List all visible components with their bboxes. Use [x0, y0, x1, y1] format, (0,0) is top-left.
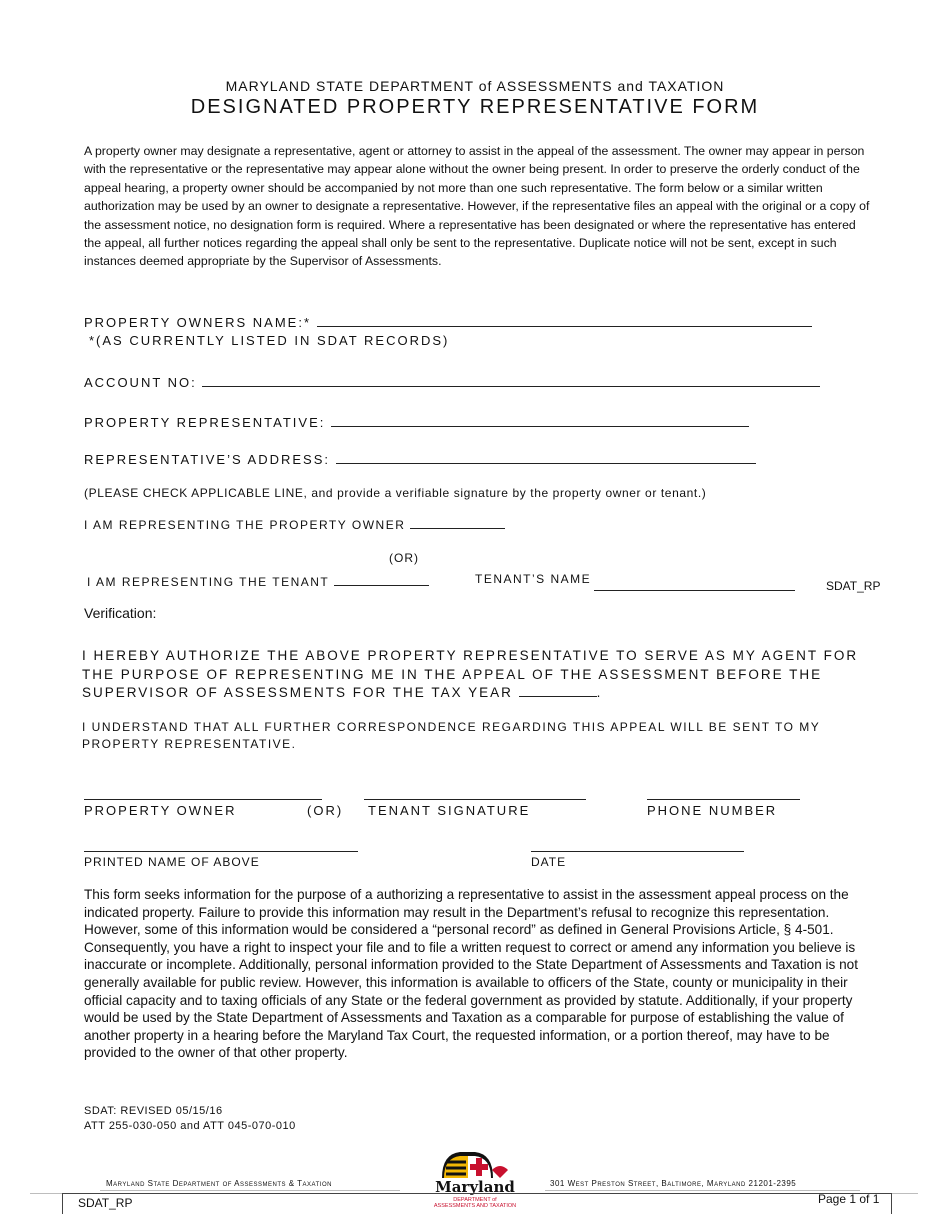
- owner-name-field[interactable]: [317, 326, 812, 327]
- owner-option-checkline[interactable]: [410, 528, 505, 529]
- department-name: MARYLAND STATE DEPARTMENT of ASSESSMENTS and TAXATION: [225, 78, 725, 94]
- representative-row: [84, 415, 784, 430]
- authorization-period: .: [596, 685, 603, 700]
- owner-option-row: [84, 518, 505, 532]
- printed-name-line[interactable]: [84, 851, 358, 852]
- representative-field[interactable]: [331, 426, 749, 427]
- tenant-signature-label: TENANT SIGNATURE: [368, 803, 531, 818]
- account-field[interactable]: [202, 386, 820, 387]
- revision-att: ATT 255-030-050 and ATT 045-070-010: [84, 1120, 296, 1132]
- owner-option-label: I AM REPRESENTING THE PROPERTY OWNER: [84, 518, 406, 532]
- footer-rule-right: [545, 1190, 860, 1191]
- intro-paragraph: A property owner may designate a representative, agent or attorney to assist in the appeal of the assessment. The owner may appear in person with the representative or the representative may appear alone without the owner being present. In order to preserve the orderly conduct of the appeal hearing, a property owner should be accompanied by not more than one such representative. The form below or a similar written authorization may be used by an owner to designate a representative. However, if the representative files an appeal with the original or a copy of the assessment notice, no designation form is required. Where a representative has been designated or where the representative has entered the appeal, all further notices regarding the appeal shall only be sent to the representative. Duplicate notice will not be sent, except in such instances deemed appropriate by the Supervisor of Assessments.: [84, 144, 870, 269]
- footer-address: 301 West Preston Street, Baltimore, Maryland 21201-2395: [550, 1179, 797, 1188]
- phone-number-label: PHONE NUMBER: [647, 803, 778, 818]
- tenant-option-row: [87, 575, 429, 589]
- form-title: DESIGNATED PROPERTY REPRESENTATIVE FORM: [190, 96, 760, 118]
- rep-address-field[interactable]: [336, 463, 756, 464]
- account-label: ACCOUNT NO:: [84, 375, 197, 390]
- rep-address-label: REPRESENTATIVE’S ADDRESS:: [84, 452, 331, 467]
- logo-subtitle-line2: ASSESSMENTS AND TAXATION: [433, 1203, 517, 1209]
- representative-label: PROPERTY REPRESENTATIVE:: [84, 415, 326, 430]
- footer-form-code: SDAT_RP: [78, 1196, 133, 1210]
- phone-number-line[interactable]: [647, 799, 800, 800]
- maryland-flag-icon: [420, 1148, 530, 1182]
- revision-date: SDAT: REVISED 05/15/16: [84, 1105, 223, 1117]
- authorization-body: I HEREBY AUTHORIZE THE ABOVE PROPERTY REPRESENTATIVE TO SERVE AS MY AGENT FOR THE PURPOSE OF REPRESENTING ME IN THE APPEAL OF THE ASSESSMENT BEFORE THE SUPERVISOR OF ASSESSMENTS FOR THE TAX YEAR: [82, 648, 859, 700]
- owner-name-note: *(AS CURRENTLY LISTED IN SDAT RECORDS): [89, 333, 450, 348]
- tenant-option-checkline[interactable]: [334, 585, 429, 586]
- form-code-label: SDAT_RP: [826, 579, 881, 593]
- authorization-text: [82, 647, 872, 703]
- rep-address-row: [84, 452, 784, 467]
- tenant-name-field[interactable]: [594, 590, 795, 591]
- tenant-signature-line[interactable]: [364, 799, 586, 800]
- check-instruction: (PLEASE CHECK APPLICABLE LINE, and provide a verifiable signature by the property owner or tenant.): [84, 486, 707, 500]
- footer-agency: Maryland State Department of Assessments & Taxation: [106, 1179, 332, 1188]
- account-row: [84, 375, 824, 390]
- verification-label: Verification:: [84, 605, 157, 621]
- frame-rule-right: [890, 1193, 918, 1194]
- footer-rule-left: [100, 1190, 400, 1191]
- owner-name-row: [84, 315, 824, 330]
- tenant-option-label: I AM REPRESENTING THE TENANT: [87, 575, 330, 589]
- tenant-name-label: TENANT’S NAME: [475, 572, 592, 586]
- logo-subtitle-line1: DEPARTMENT of: [453, 1197, 497, 1203]
- printed-name-label: PRINTED NAME OF ABOVE: [84, 855, 260, 869]
- owner-signature-label: PROPERTY OWNER: [84, 803, 237, 818]
- correspondence-text: I UNDERSTAND THAT ALL FURTHER CORRESPONDENCE REGARDING THIS APPEAL WILL BE SENT TO MY PROPERTY REPRESENTATIVE.: [82, 720, 821, 751]
- page-number: Page 1 of 1: [818, 1192, 880, 1206]
- tax-year-field[interactable]: [519, 696, 597, 697]
- privacy-statement: This form seeks information for the purpose of a authorizing a representative to assist in the assessment appeal process on the indicated property. Failure to provide this information may result in the Department’s refusal to recognize this representation. However, some of this information would be considered a “personal record” as defined in General Provisions Article, § 4-501. Consequently, you have a right to inspect your file and to file a written request to correct or amend any information you believe is inaccurate or incomplete. Additionally, personal information provided to the State Department of Assessments and Taxation is not generally available for public review. However, this information is available to officers of the State, county or municipality in their official capacity and to taxing officials of any State or the federal government as provided by statute. Additionally, if your property would be used by the State Department of Assessments and Taxation as a comparable for purpose of establishing the value of another property in a hearing before the Maryland Tax Court, the requested information, or a portion thereof, may have to be provided to the owner of that other property.: [84, 887, 859, 1061]
- options-or: (OR): [389, 551, 419, 565]
- signature-or-label: (OR): [307, 803, 344, 818]
- date-line[interactable]: [531, 851, 744, 852]
- logo-wordmark: Maryland: [435, 1178, 515, 1196]
- owner-name-label: PROPERTY OWNERS NAME:*: [84, 315, 311, 330]
- date-label: DATE: [531, 855, 567, 869]
- owner-signature-line[interactable]: [84, 799, 322, 800]
- bottom-frame: [62, 1193, 892, 1214]
